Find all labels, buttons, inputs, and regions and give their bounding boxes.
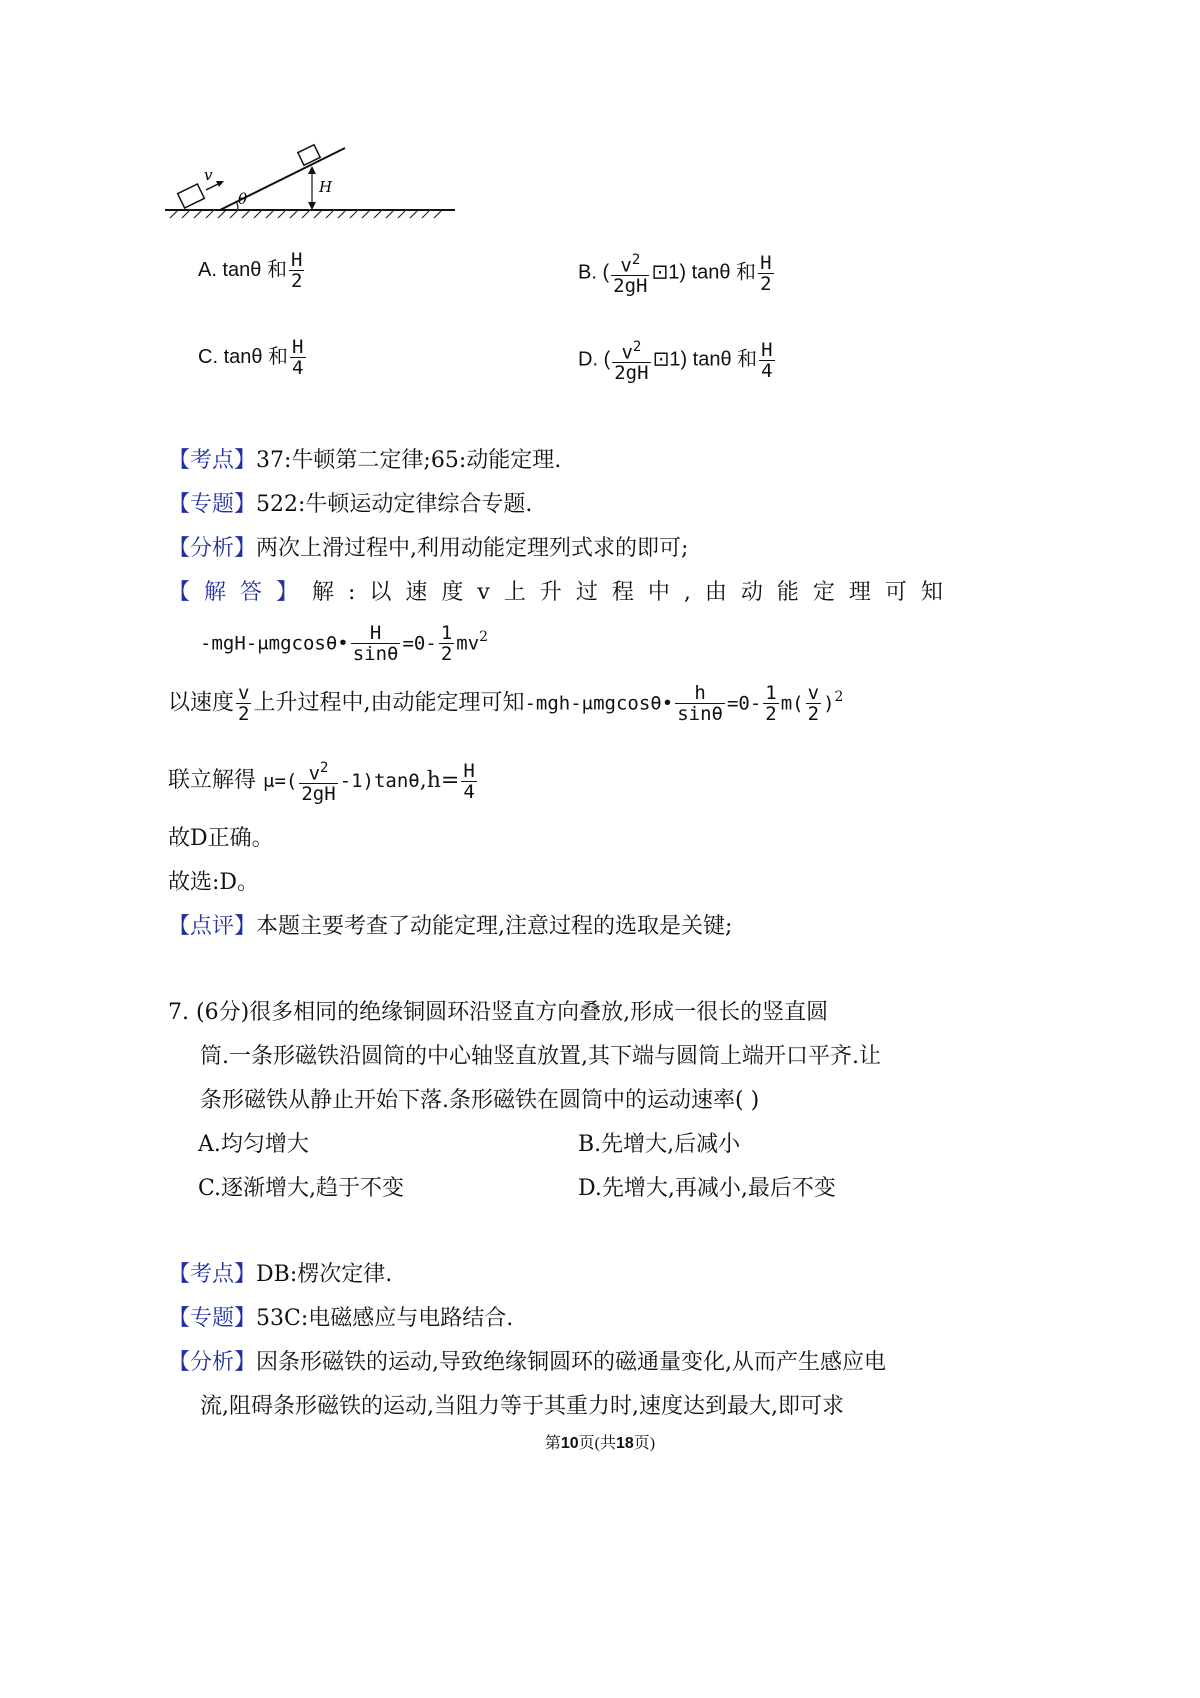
fraction: $\frac{H}{4}$ xyxy=(761,338,773,382)
q6-conclusion-1: 故D正确。 xyxy=(168,826,274,851)
height-label: H xyxy=(319,178,333,196)
q6-fenxi: 【分析】两次上滑过程中,利用动能定理列式求的即可; xyxy=(168,536,689,561)
q6-equation-2: 以速度 $\frac{v}{2}$ 上升过程中,由动能定理可知-mgh-μmgcosθ• $\frac{h}{\sin\theta}$ =0- $\frac{1}{2}$ m( $\frac{v}{2}$ )$^2$ xyxy=(168,681,844,725)
q7-option-d: D.先增大,再减小,最后不变 xyxy=(578,1176,836,1201)
q7-stem-2: 筒.一条形磁铁沿圆筒的中心轴竖直放置,其下端与圆筒上端开口平齐.让 xyxy=(200,1044,881,1069)
q6-option-b: B. ( $\frac{v^2}{2gH}$ ⊡1) tanθ 和 $\frac{H}{2}$ xyxy=(578,251,772,298)
fraction: $\frac{v^2}{2gH}$ xyxy=(613,252,648,298)
q7-option-b: B.先增大,后减小 xyxy=(578,1132,741,1157)
q6-option-a: A. tanθ 和 $\frac{H}{2}$ xyxy=(198,249,303,292)
q6-zhuanti: 【专题】522:牛顿运动定律综合专题. xyxy=(168,492,533,517)
q7-option-c: C.逐渐增大,趋于不变 xyxy=(198,1176,405,1201)
q7-kaodian: 【考点】DB:楞次定律. xyxy=(168,1262,393,1287)
q6-conclusion-2: 故选:D。 xyxy=(168,870,260,895)
fraction: $\frac{H}{2}$ xyxy=(760,251,772,295)
fraction: $\frac{H}{4}$ xyxy=(292,336,304,379)
q6-option-d: D. ( $\frac{v^2}{2gH}$ ⊡1) tanθ 和 $\frac{H}{4}$ xyxy=(578,338,773,385)
q6-jieda: 【解答】 解:以速度v上升过程中,由动能定理可知 xyxy=(168,580,957,605)
fraction: $\frac{H}{2}$ xyxy=(290,249,303,292)
q7-stem-1: 7. (6分)很多相同的绝缘铜圆环沿竖直方向叠放,形成一很长的竖直圆 xyxy=(168,1000,829,1025)
q6-equation-3: 联立解得 μ=( $\frac{v^2}{2gH}$ -1)tanθ,h= $\frac{H}{4}$ xyxy=(168,759,475,806)
q7-option-a: A.均匀增大 xyxy=(198,1132,309,1157)
fraction: $\frac{v^2}{2gH}$ xyxy=(614,339,649,385)
q6-dianping: 【点评】本题主要考查了动能定理,注意过程的选取是关键; xyxy=(168,914,733,939)
angle-label: θ xyxy=(238,190,248,208)
page-footer: 第10页(共18页) xyxy=(544,1435,656,1452)
incline-diagram xyxy=(160,140,460,235)
q7-fenxi-2: 流,阻碍条形磁铁的运动,当阻力等于其重力时,速度达到最大,即可求 xyxy=(200,1394,844,1419)
velocity-label: v xyxy=(204,166,213,184)
q6-option-c: C. tanθ 和 $\frac{H}{4}$ xyxy=(198,336,304,379)
q7-zhuanti: 【专题】53C:电磁感应与电路结合. xyxy=(168,1306,514,1331)
q6-equation-1: -mgH-μmgcosθ• $\frac{H}{\sin\theta}$ =0- $\frac{1}{2}$ $mv^2$ xyxy=(200,621,489,665)
q7-stem-3: 条形磁铁从静止开始下落.条形磁铁在圆筒中的运动速率( ) xyxy=(200,1088,760,1113)
q6-kaodian: 【考点】37:牛顿第二定律;65:动能定理. xyxy=(168,448,562,473)
q7-fenxi-1: 【分析】因条形磁铁的运动,导致绝缘铜圆环的磁通量变化,从而产生感应电 xyxy=(168,1350,887,1375)
